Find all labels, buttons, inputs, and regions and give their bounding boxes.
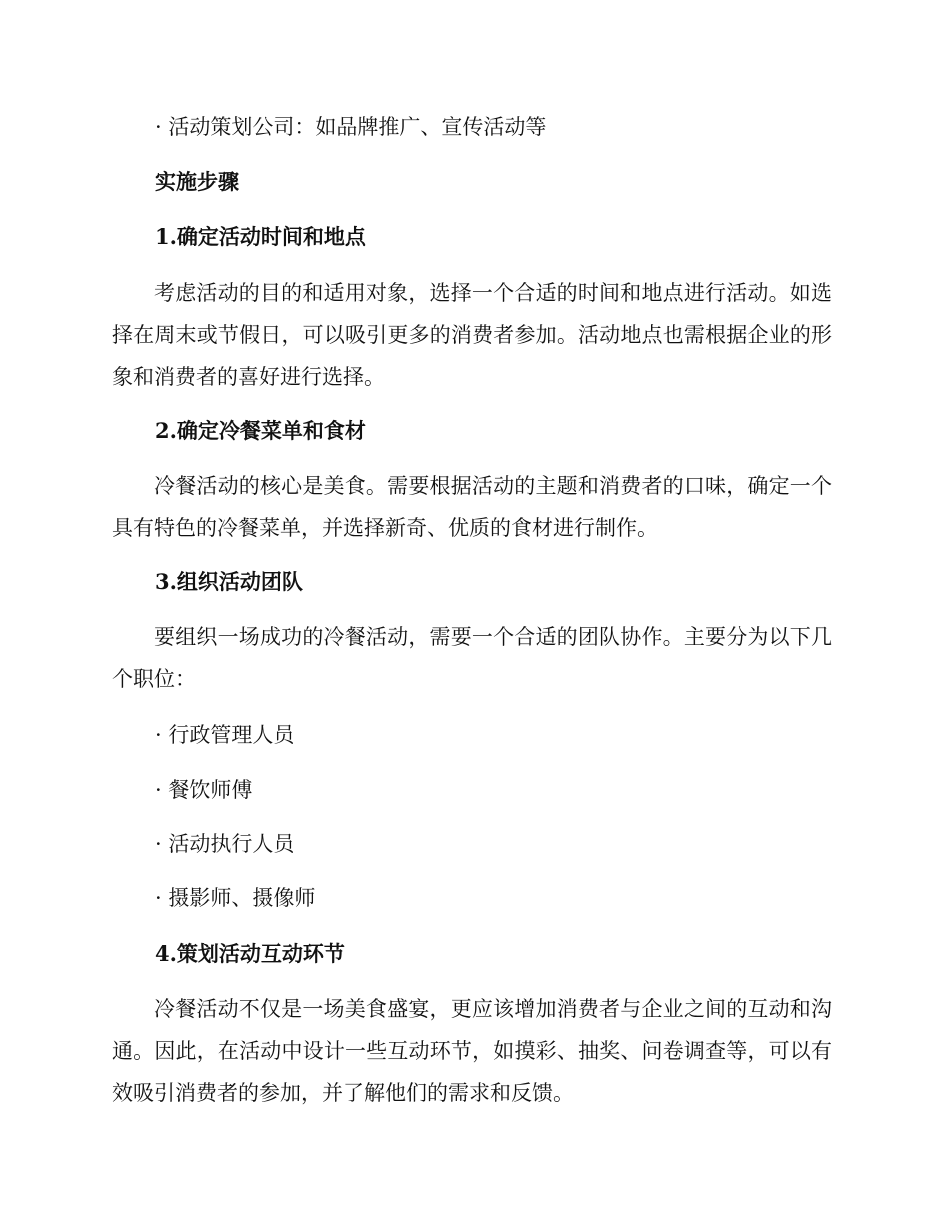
step-1-body: 考虑活动的目的和适用对象，选择一个合适的时间和地点进行活动。如选择在周末或节假日，可以吸引更多的消费者参加。活动地点也需根据企业的形象和消费者的喜好进行选择。 xyxy=(112,281,832,389)
step-3-body: 要组织一场成功的冷餐活动，需要一个合适的团队协作。主要分为以下几个职位： xyxy=(112,625,832,691)
role-item: · 活动执行人员 xyxy=(155,832,295,856)
role-item: · 摄影师、摄像师 xyxy=(155,886,316,910)
role-item: · 行政管理人员 xyxy=(155,723,295,747)
bullet-activity-planning-company: · 活动策划公司：如品牌推广、宣传活动等 xyxy=(155,115,547,139)
step-4-body: 冷餐活动不仅是一场美食盛宴，更应该增加消费者与企业之间的互动和沟通。因此，在活动中设计一些互动环节，如摸彩、抽奖、问卷调查等，可以有效吸引消费者的参加，并了解他们的需求和反馈。 xyxy=(112,997,832,1105)
step-1-title: 1.确定活动时间和地点 xyxy=(155,224,366,249)
step-2-body: 冷餐活动的核心是美食。需要根据活动的主题和消费者的口味，确定一个具有特色的冷餐菜单，并选择新奇、优质的食材进行制作。 xyxy=(112,474,832,540)
step-4-title: 4.策划活动互动环节 xyxy=(155,941,345,966)
step-2-title: 2.确定冷餐菜单和食材 xyxy=(155,418,366,443)
role-item: · 餐饮师傅 xyxy=(155,778,253,802)
section-title: 实施步骤 xyxy=(155,169,239,194)
step-3-title: 3.组织活动团队 xyxy=(155,569,303,594)
